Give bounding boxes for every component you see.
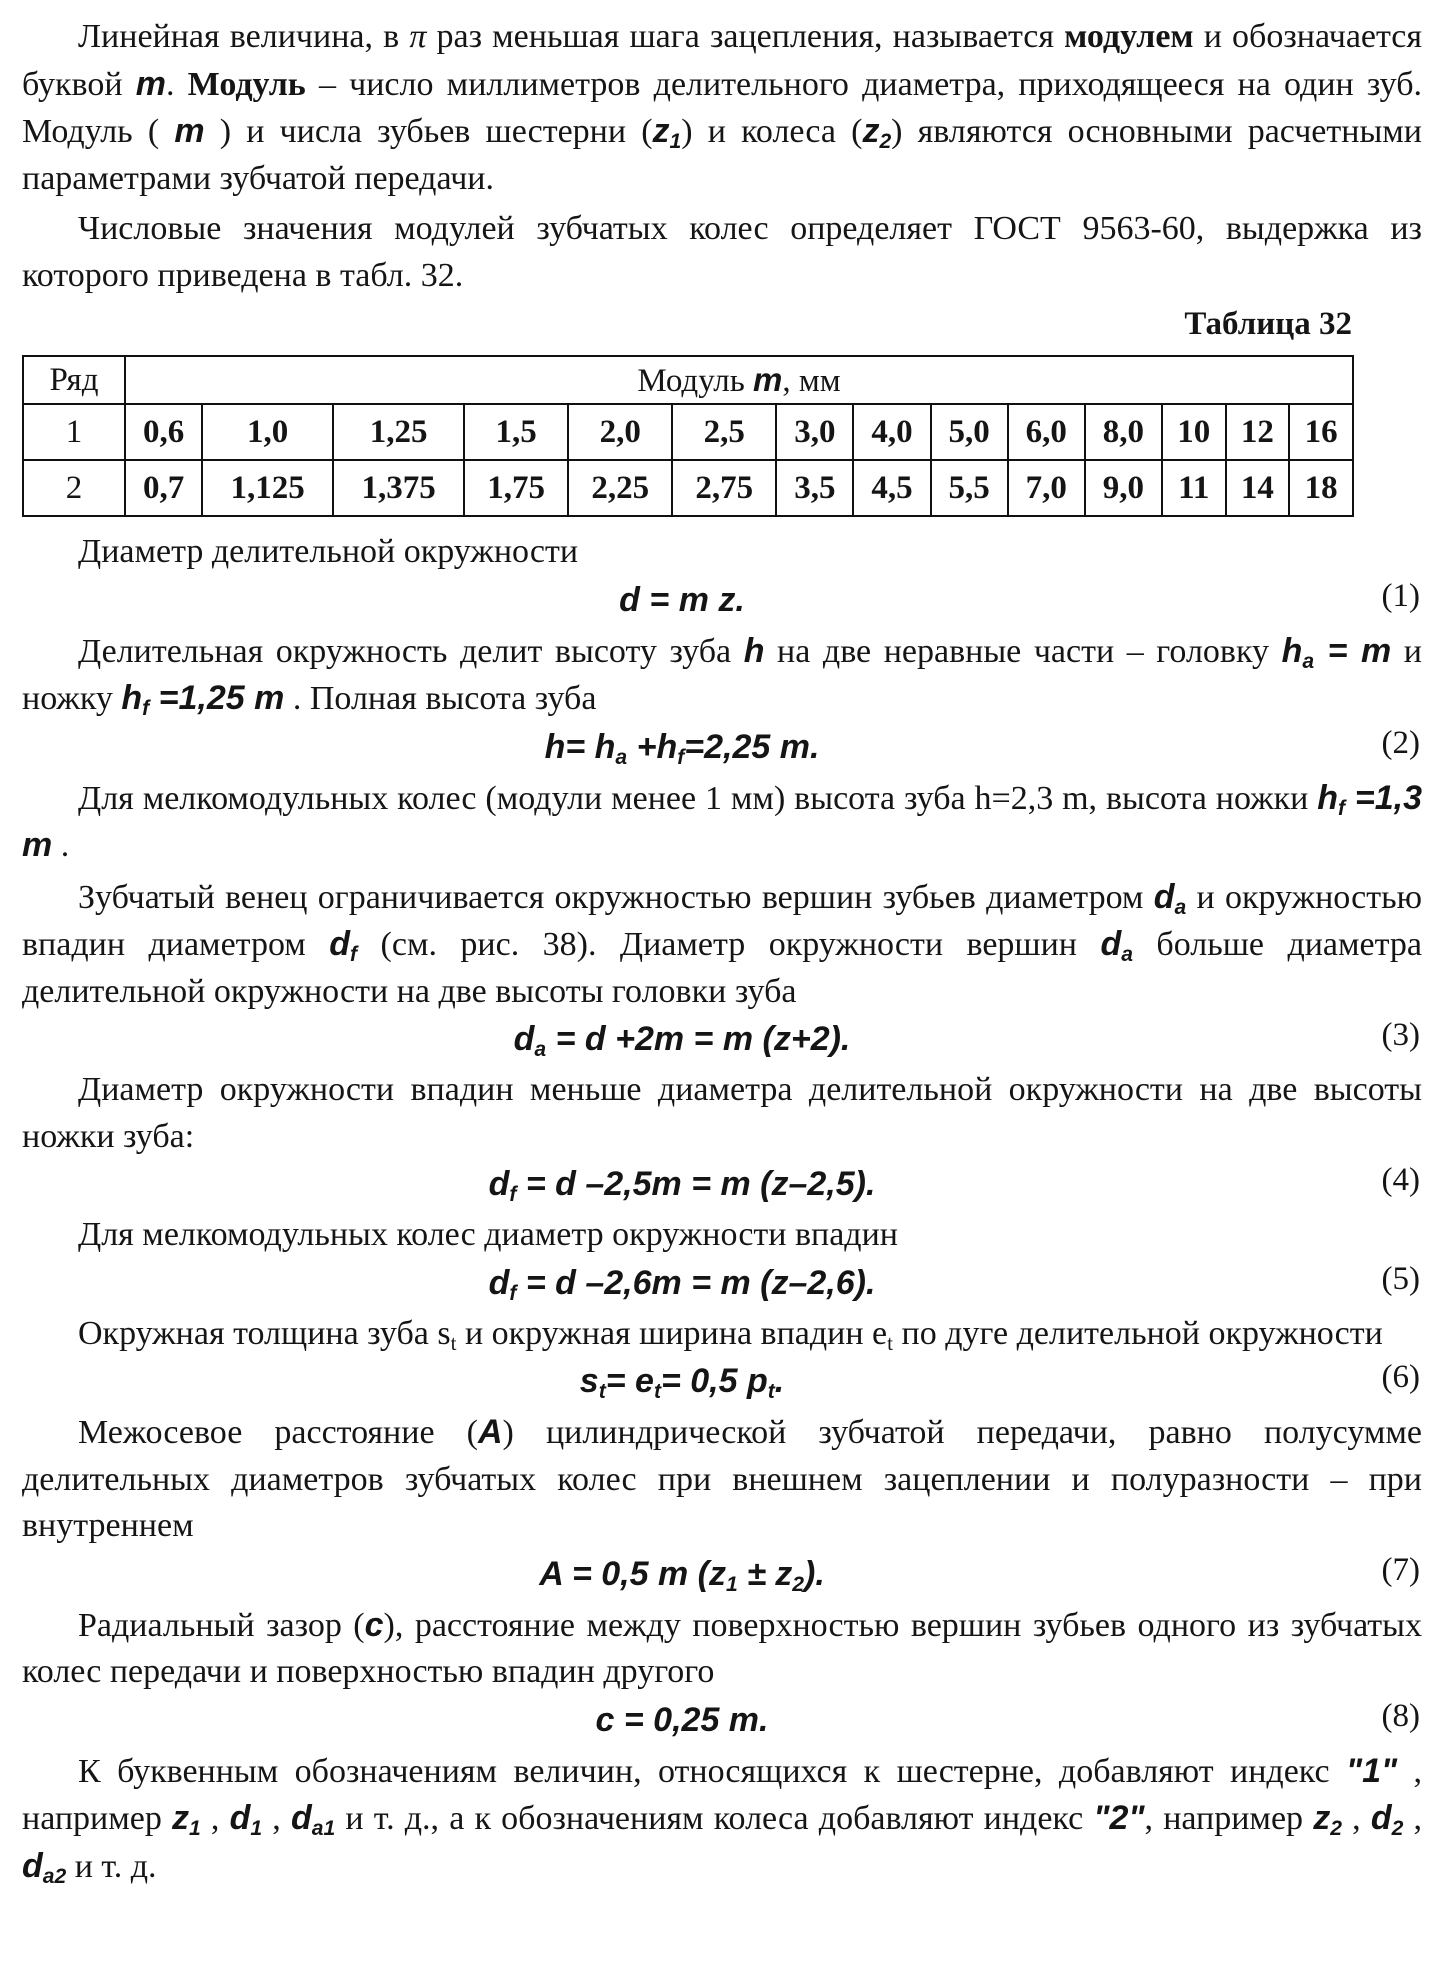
equation-number: (1) xyxy=(1381,577,1420,614)
paragraph-center-distance: Межосевое расстояние (A) цилиндрической зубчатой передачи, равно полусумме делительных диаметров зубчатых колес при внешнем зацеплении и полуразности – при внутреннем xyxy=(22,1413,1422,1544)
equation-number: (2) xyxy=(1381,724,1420,761)
table-cell: 2,5 xyxy=(672,404,776,460)
table-cell: 1,25 xyxy=(333,404,464,460)
term-module-bold: Модуль xyxy=(187,65,306,103)
table-cell: 1,75 xyxy=(464,460,568,516)
paragraph-fine-module: Для мелкомодульных колес (модули менее 1 мм) высота зуба h=2,3 m, высота ножки $h_f =1,3$ m . xyxy=(22,778,1422,864)
table-cell: 0,6 xyxy=(125,404,202,460)
equation-formula: $s_t= e_t= 0,5$ $p_t$. xyxy=(579,1362,785,1403)
table-cell: 2,25 xyxy=(568,460,672,516)
equation-number: (3) xyxy=(1381,1017,1420,1053)
equation-4 xyxy=(22,1160,1422,1208)
table-cell: 1,375 xyxy=(333,460,464,516)
table-cell: 3,5 xyxy=(776,460,853,516)
table-cell: 4,5 xyxy=(853,460,930,516)
paragraph-pitch-diameter: Диаметр делительной окружности xyxy=(78,533,579,570)
table-cell: 7,0 xyxy=(1008,460,1085,516)
table-cell: 1,125 xyxy=(202,460,333,516)
equation-6 xyxy=(22,1357,1422,1405)
paragraph-tooth-height: Делительная окружность делит высоту зуба h на две неравные части – головку $h_a = m$ и ножку $h_f =1,25$ m . Полная высота зуба xyxy=(22,631,1422,720)
equation-formula: $d_f = d$ –2,6m = m (z–2,6). xyxy=(488,1263,876,1305)
equation-3 xyxy=(22,1015,1422,1063)
table-cell: 9,0 xyxy=(1085,460,1162,516)
equation-5 xyxy=(22,1259,1422,1307)
table-cell: 5,5 xyxy=(931,460,1008,516)
equation-formula: $d_a = d +2m = m$ (z+2). xyxy=(513,1020,851,1061)
table-cell: 1,0 xyxy=(202,404,333,460)
equation-formula: $d_f = d$ –2,5m = m (z–2,5). xyxy=(488,1165,876,1206)
pi-symbol: π xyxy=(409,18,427,55)
table-cell-row-label: 2 xyxy=(23,460,125,516)
equation-7 xyxy=(22,1550,1422,1598)
paragraph-tooth-thickness: Окружная толщина зуба $s_t$ и окружная ширина впадин $e_t$ по дуге делительной окружности xyxy=(78,1314,1383,1355)
paragraph-tip-diameter: Зубчатый венец ограничивается окружностью вершин зубьев диаметром $d_a$ и окружностью впадин диаметром $d_f$ (см. рис. 38). Диаметр окружности вершин $d_a$ больше диаметра делительной окружности на две высоты головки зуба xyxy=(22,877,1422,1010)
equation-number: (5) xyxy=(1381,1260,1420,1297)
document-page xyxy=(22,14,1422,1890)
table-cell: 8,0 xyxy=(1085,404,1162,460)
table-cell: 5,0 xyxy=(931,404,1008,460)
equation-formula: c = 0,25 m. xyxy=(595,1700,769,1739)
table-cell: 2,0 xyxy=(568,404,672,460)
term-module: модулем xyxy=(1064,18,1194,55)
table-cell: 1,5 xyxy=(464,404,568,460)
table-cell: 0,7 xyxy=(125,460,202,516)
paragraph-gost: Числовые значения модулей зубчатых колес определяет ГОСТ 9563-60, выдержка из которого приведена в табл. 32. xyxy=(22,210,1422,294)
table-row xyxy=(23,460,1353,516)
table-caption: Таблица 32 xyxy=(1184,306,1352,342)
equation-formula: $h= h_a +h_f=2,25$ m. xyxy=(544,727,820,769)
equation-formula: A = 0,5 m $(z_1 \pm z_2)$. xyxy=(539,1554,825,1596)
equation-number: (8) xyxy=(1381,1697,1420,1734)
table-cell: 4,0 xyxy=(853,404,930,460)
table-cell: 2,75 xyxy=(672,460,776,516)
table-header-row-label: Ряд xyxy=(23,356,125,404)
equation-8 xyxy=(22,1696,1422,1744)
table-cell-row-label: 1 xyxy=(23,404,125,460)
equation-number: (4) xyxy=(1381,1162,1420,1198)
table-cell: 3,0 xyxy=(776,404,853,460)
table-cell: 18 xyxy=(1289,460,1353,516)
table-header-module: Модуль m, мм xyxy=(125,356,1353,404)
equation-formula: d = m z. xyxy=(619,580,745,619)
paragraph-module-definition: Линейная величина, в π раз меньшая шага зацепления, называется модулем и обозначается буквой m. Модуль – число миллиметров делительного диаметра, приходящееся на один зуб. Модуль ( m ) и числа зубьев шестерни $(z_1)$ и колеса $(z_2)$ являются основными расчетными параметрами зубчатой передачи. xyxy=(22,18,1422,197)
table-cell: 14 xyxy=(1226,460,1290,516)
table-cell: 16 xyxy=(1289,404,1353,460)
paragraph-fine-root: Для мелкомодульных колес диаметр окружности впадин xyxy=(78,1216,899,1253)
table-header-row xyxy=(23,356,1353,404)
table-cell: 6,0 xyxy=(1008,404,1085,460)
table-row xyxy=(23,404,1353,460)
table-cell: 11 xyxy=(1162,460,1226,516)
equation-2 xyxy=(22,723,1422,771)
paragraph-root-diameter: Диаметр окружности впадин меньше диаметра делительной окружности на две высоты ножки зуба: xyxy=(22,1071,1422,1155)
equation-1 xyxy=(22,576,1422,624)
table-cell: 12 xyxy=(1226,404,1290,460)
equation-number: (6) xyxy=(1381,1359,1420,1395)
paragraph-indices: К буквенным обозначениям величин, относящихся к шестерне, добавляют индекс "1" , например $z_1$ , $d_1$ , $d_{a1}$ и т. д., а к обозначениям колеса добавляют индекс "2", например $z_2$ , $d_2$ , $d_{a2}$ и т. д. xyxy=(22,1751,1423,1888)
table-cell: 10 xyxy=(1162,404,1226,460)
equation-number: (7) xyxy=(1381,1551,1420,1588)
paragraph-radial-clearance: Радиальный зазор (c), расстояние между поверхностью вершин зубьев одного из зубчатых колес передачи и поверхностью впадин другого xyxy=(22,1605,1423,1690)
modules-table xyxy=(22,355,1354,517)
